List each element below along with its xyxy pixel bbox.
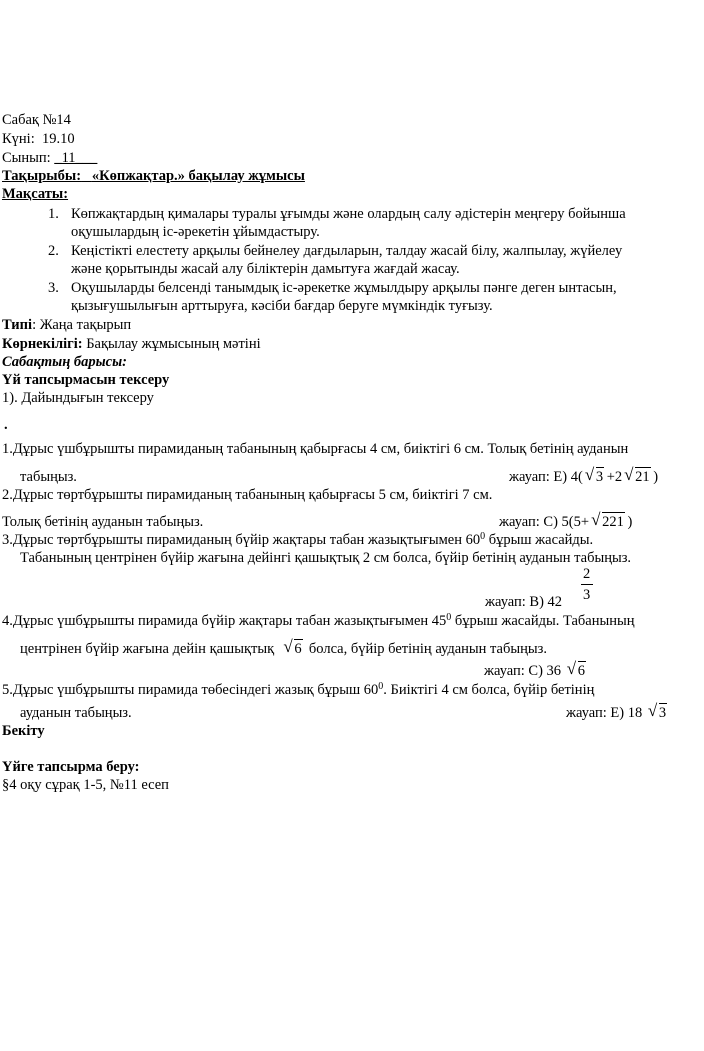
topic-value: «Көпжақтар.» бақылау жұмысы [91, 168, 305, 184]
goals-heading: Мақсаты: [2, 186, 69, 202]
radicand: 6 [577, 663, 585, 679]
visual-line [2, 335, 261, 353]
problem-5-text-2: ауданын табыңыз. [20, 705, 132, 721]
problem-4-text [2, 612, 634, 630]
problem-2-answer [499, 510, 633, 531]
class-value: _11___ [54, 150, 98, 166]
visual-label: Көрнекілігі: [2, 336, 83, 352]
consolidation-heading: Бекіту [2, 723, 45, 739]
answer-prefix: жауап: Е) 18 [566, 705, 643, 721]
radical-sign: √ [591, 510, 601, 529]
answer-prefix: жауап: Е) 4( [509, 469, 583, 485]
goal-3-line-1: Оқушыларды белсенді танымдық іс-әрекетке жұмылдыру арқылы пәнге деген ынтасын, [71, 280, 617, 296]
sqrt-6 [283, 637, 302, 658]
problem-4-text-2b: болса, бүйір бетінің ауданын табыңыз. [308, 641, 547, 657]
problem-3-text-2: Табанының центрінен бүйір жағына дейінгі қашықтық 2 см болса, бүйір бетінің ауданын табыңыз. [20, 550, 632, 566]
problem-1-answer [509, 465, 659, 486]
answer-prefix: жауап: С) 5(5+ [499, 514, 590, 530]
date-value: 19.10 [42, 131, 75, 147]
visual-value: Бақылау жұмысының мәтіні [82, 336, 261, 352]
problem-4-text-2 [20, 637, 547, 658]
goal-2-number: 2. [48, 243, 59, 259]
radicand: 221 [602, 514, 624, 530]
problem-4-text-b: бұрыш жасайды. Табанының [451, 613, 635, 629]
answer-close: ) [653, 469, 659, 485]
radicand: 6 [294, 641, 302, 657]
progress-heading: Сабақтың барысы: [2, 354, 127, 370]
topic-label: Тақырыбы: [2, 168, 82, 184]
readiness-line: 1). Дайындығын тексеру [2, 390, 154, 406]
goal-2-line-2: және қорытынды жасай алу біліктерін дамытуға жағдай жасау. [71, 261, 460, 277]
degree-superscript: 0 [480, 531, 486, 542]
degree-superscript: 0 [378, 681, 384, 692]
type-line [2, 316, 131, 334]
problem-1-text-2: табыңыз. [20, 469, 77, 485]
problem-2-text-2: Толық бетінің ауданын табыңыз. [2, 514, 204, 530]
sqrt-6 [566, 659, 585, 680]
goal-3-line-2: қызығушылығын арттыруға, кәсіби бағдар беруге мүмкіндік туғызу. [71, 298, 493, 314]
fraction-denominator: 3 [583, 587, 591, 603]
goal-1-line-1: Көпжақтардың қималары туралы ұғымды және олардың салу әдістерін меңгеру бойынша [71, 206, 626, 222]
answer-mid: +2 [606, 469, 623, 485]
degree-superscript: 0 [446, 612, 452, 623]
goal-1-line-2: оқушылардың іс-әрекетін ұйымдастыру. [71, 224, 320, 240]
problem-5-answer [566, 701, 667, 722]
topic-line [2, 167, 305, 185]
radical-sign: √ [624, 465, 634, 484]
homework-text: §4 оқу сұрақ 1-5, №11 есеп [2, 777, 169, 793]
radical-sign: √ [647, 701, 658, 720]
dot-marker: . [4, 417, 8, 433]
sqrt-221 [591, 510, 624, 531]
problem-3-text-b: бұрыш жасайды. [485, 532, 594, 548]
answer-close: ) [627, 514, 633, 530]
date-line [2, 130, 75, 148]
radicand: 3 [658, 705, 667, 721]
homework-heading: Үйге тапсырма беру: [2, 759, 140, 775]
problem-5-text-b: . Биіктігі 4 см болса, бүйір бетінің [383, 682, 595, 698]
type-label: Типі [2, 317, 33, 333]
fraction-numerator: 2 [583, 566, 591, 582]
problem-4-text-a: 4.Дұрыс үшбұрышты пирамида бүйір жақтары табан жазықтығымен 45 [2, 613, 447, 629]
sqrt-3 [647, 701, 667, 722]
class-label: Сынып: [2, 150, 51, 166]
problem-5-text [2, 681, 594, 699]
problem-3-text [2, 531, 593, 549]
goal-3-number: 3. [48, 280, 59, 296]
problem-4-text-2a: центрінен бүйір жағына дейін қашықтық [20, 641, 275, 657]
sqrt-3 [584, 465, 604, 486]
problem-3-answer: жауап: В) 42 [485, 594, 563, 610]
problem-1-text: 1.Дұрыс үшбұрышты пирамиданың табанының қабырғасы 4 см, биіктігі 6 см. Толық бетінің ауданын [2, 441, 629, 457]
class-line [2, 149, 97, 167]
radical-sign: √ [566, 659, 577, 678]
radical-sign: √ [584, 465, 595, 484]
problem-3-text-a: 3.Дұрыс төртбұрышты пирамиданың бүйір жақтары табан жазықтығымен 60 [2, 532, 481, 548]
goal-1-number: 1. [48, 206, 59, 222]
homework-check-heading: Үй тапсырмасын тексеру [2, 372, 170, 388]
problem-2-text: 2.Дұрыс төртбұрышты пирамиданың табанының қабырғасы 5 см, биіктігі 7 см. [2, 487, 493, 503]
sqrt-21 [624, 465, 650, 486]
radicand: 3 [595, 469, 604, 485]
answer-prefix: жауап: С) 36 [484, 663, 562, 679]
date-label: Күні: [2, 131, 35, 147]
goal-2-line-1: Кеңістікті елестету арқылы бейнелеу дағдыларын, талдау жасай білу, жалпылау, жүйелеу [71, 243, 623, 259]
problem-4-answer [484, 659, 585, 680]
type-value: : Жаңа тақырып [32, 317, 132, 333]
lesson-number: Сабақ №14 [2, 112, 71, 128]
fraction-bar [581, 584, 593, 585]
radicand: 21 [635, 469, 650, 485]
problem-5-text-a: 5.Дұрыс үшбұрышты пирамида төбесіндегі жазық бұрыш 60 [2, 682, 379, 698]
radical-sign: √ [283, 637, 293, 656]
